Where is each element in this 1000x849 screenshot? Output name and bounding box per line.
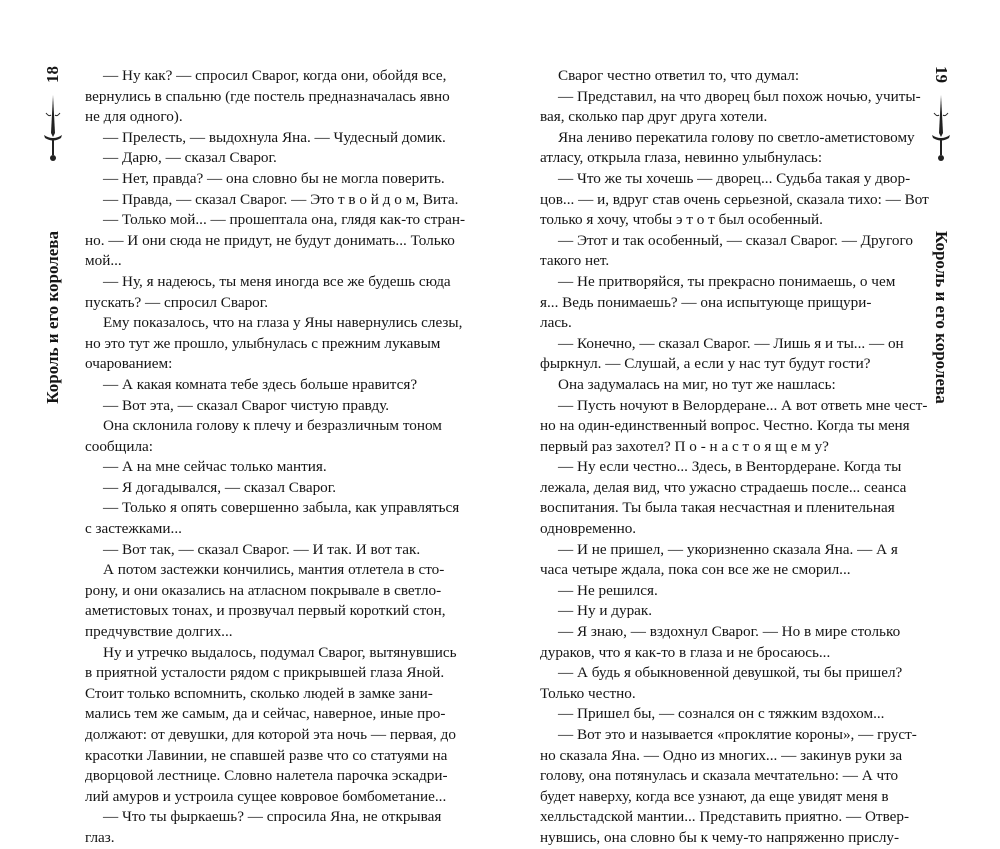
text-line: только я хочу, чтобы э т о т был особенный. — [540, 211, 823, 229]
left-page-header — [38, 66, 68, 404]
text-line: сообщила: — [85, 437, 154, 455]
text-line: фыркнул. — Слушай, а если у нас тут будут гости? — [540, 355, 871, 373]
sword-ornament-icon — [43, 93, 63, 163]
text-line: но это тут же прошло, улыбнулась с прежним лукавым — [85, 334, 441, 352]
text-line: но. — И они сюда не придут, не будут донимать... Только — [85, 231, 455, 249]
page-number: 19 — [932, 66, 951, 83]
running-title: Король и его королева — [43, 231, 62, 404]
text-line: такого нет. — [540, 252, 610, 270]
text-line: — Правда, — сказал Сварог. — Это т в о й д о м, Вита. — [103, 190, 459, 208]
right-page — [500, 0, 1000, 846]
text-line: — Нет, правда? — она словно бы не могла поверить. — [103, 169, 445, 187]
text-line: — И не пришел, — укоризненно сказала Яна. — А я — [558, 540, 898, 558]
text-line: — Конечно, — сказал Сварог. — Лишь я и ты... — он — [558, 334, 904, 352]
text-line: — Что ты фыркаешь? — спросила Яна, не открывая — [103, 808, 442, 826]
text-line: Ему показалось, что на глаза у Яны навернулись слезы, — [103, 314, 463, 332]
text-line: — Представил, на что дворец был похож ночью, учиты- — [558, 87, 921, 105]
text-line: Ну и утречко выдалось, подумал Сварог, вытянувшись — [103, 643, 457, 661]
text-line: мались тем же самым, да и сейчас, наверное, иные про- — [85, 705, 446, 723]
text-line: Сварог честно ответил то, что думал: — [558, 67, 800, 84]
text-line: дураков, что я как-то в глаза и не бросаюсь... — [540, 643, 831, 661]
text-line: — Я знаю, — вздохнул Сварог. — Но в мире столько — [558, 623, 901, 641]
text-line: Стоит только вспомнить, сколько людей в замке зани- — [85, 684, 433, 702]
text-line: хелльстадской мантии... Представить приятно. — Отвер- — [540, 808, 910, 826]
text-line: но сказала Яна. — Одно из многих... — закинув руки за — [540, 746, 903, 764]
text-line: атласу, открыла глаза, невинно улыбнулась: — [540, 149, 823, 167]
text-line: будет наверху, когда все узнают, да еще увидят меня в — [540, 787, 889, 805]
text-line: — Только мой... — прошептала она, глядя как-то стран- — [103, 211, 466, 229]
text-line: первый раз захотел? П о - н а с т о я щ е м у? — [540, 437, 829, 455]
text-line: — Не притворяйся, ты прекрасно понимаешь, о чем — [558, 272, 896, 290]
text-line: — Дарю, — сказал Сварог. — [103, 149, 277, 167]
sword-ornament-icon — [931, 93, 951, 163]
text-line: предчувствие долгих... — [85, 623, 233, 641]
text-line: аметистовых тонах, и прозвучал первый короткий стон, — [85, 602, 446, 620]
text-line: часа четыре ждала, пока сон все же не сморил... — [540, 561, 851, 579]
text-line: — Ну если честно... Здесь, в Вентордеране. Когда ты — [558, 458, 902, 476]
text-line: цов... — и, вдруг став очень серьезной, сказала тихо: — Вот — [540, 190, 929, 208]
text-line: я... Ведь понимаешь? — она испытующе прищури- — [540, 293, 872, 311]
text-line: — Вот так, — сказал Сварог. — И так. И вот так. — [103, 540, 421, 558]
right-page-text — [540, 66, 929, 849]
text-line: — Только я опять совершенно забыла, как управляться — [103, 499, 460, 517]
text-line: голову, она потянулась и сказала мечтательно: — А что — [540, 767, 899, 785]
text-line: — А на мне сейчас только мантия. — [103, 458, 327, 476]
text-line: — Прелесть, — выдохнула Яна. — Чудесный домик. — [103, 128, 446, 146]
text-line: глаз. — [85, 828, 115, 846]
text-line: но на один-единственный вопрос. Честно. Когда ты меня — [540, 417, 910, 435]
text-line: одновременно. — [540, 520, 637, 538]
text-line: Она склонила голову к плечу и безразличным тоном — [103, 417, 442, 435]
text-line: воспитания. Ты была такая несчастная и пленительная — [540, 499, 895, 517]
text-line: — Вот это и называется «проклятие короны», — груст- — [558, 726, 917, 743]
text-line: с застежками... — [85, 520, 182, 538]
page-number: 18 — [43, 66, 62, 83]
text-line: А потом застежки кончились, мантия отлетела в сто- — [103, 561, 445, 579]
text-line: вернулись в спальню (где постель предназначалась явно — [85, 87, 450, 105]
left-page-text — [85, 66, 467, 849]
text-line: рону, и они оказались на атласном покрывале в светло- — [85, 581, 442, 599]
text-line: — Ну, я надеюсь, ты меня иногда все же будешь сюда — [103, 272, 451, 290]
text-line: красотки Лавинии, не спавшей разве что со статуями на — [85, 746, 448, 764]
text-line: не для одного). — [85, 108, 183, 126]
text-line: пускать? — спросил Сварог. — [85, 293, 269, 311]
text-line: — Вот эта, — сказал Сварог чистую правду. — [103, 396, 390, 414]
text-line: — Пусть ночуют в Велордеране... А вот ответь мне чест- — [558, 396, 928, 414]
text-line: — Этот и так особенный, — сказал Сварог. — Другого — [558, 231, 913, 249]
text-line: Яна лениво перекатила голову по светло-аметистовому — [558, 128, 915, 146]
text-line: лежала, делая вид, что ужасно страдаешь после... сеанса — [540, 478, 907, 496]
text-line: дворцовой лестнице. Словно налетела парочка эскадри- — [85, 767, 448, 785]
text-line: вая, сколько пар друг друга хотели. — [540, 108, 768, 126]
text-line: — А какая комната тебе здесь больше нравится? — [103, 375, 418, 393]
text-line: должают: от девушки, для которой эта ночь — первая, до — [85, 726, 456, 743]
text-line: Она задумалась на миг, но тут же нашлась: — [558, 375, 836, 393]
text-line: — Пришел бы, — сознался он с тяжким вздохом... — [558, 705, 885, 723]
text-line: Только честно. — [540, 684, 636, 702]
text-line: нувшись, она словно бы к чему-то напряженно прислу- — [540, 828, 900, 846]
text-line: — Ну как? — спросил Сварог, когда они, обойдя все, — [103, 67, 447, 84]
text-line: лась. — [540, 314, 572, 332]
text-line: — А будь я обыкновенной девушкой, ты бы пришел? — [558, 664, 903, 682]
text-line: — Ну и дурак. — [558, 602, 653, 620]
running-title: Король и его королева — [932, 231, 951, 404]
text-line: — Я догадывался, — сказал Сварог. — [103, 478, 337, 496]
text-line: мой... — [85, 252, 122, 270]
left-page — [0, 0, 500, 846]
right-page-header — [926, 66, 956, 404]
text-line: в приятной усталости рядом с прикрывшей глаза Яной. — [85, 664, 445, 682]
text-line: очарованием: — [85, 355, 173, 373]
text-line: лий амуров и устроила сущее ковровое бомбометание... — [85, 787, 447, 805]
text-line: — Не решился. — [558, 581, 658, 599]
text-line: — Что же ты хочешь — дворец... Судьба такая у двор- — [558, 169, 911, 187]
